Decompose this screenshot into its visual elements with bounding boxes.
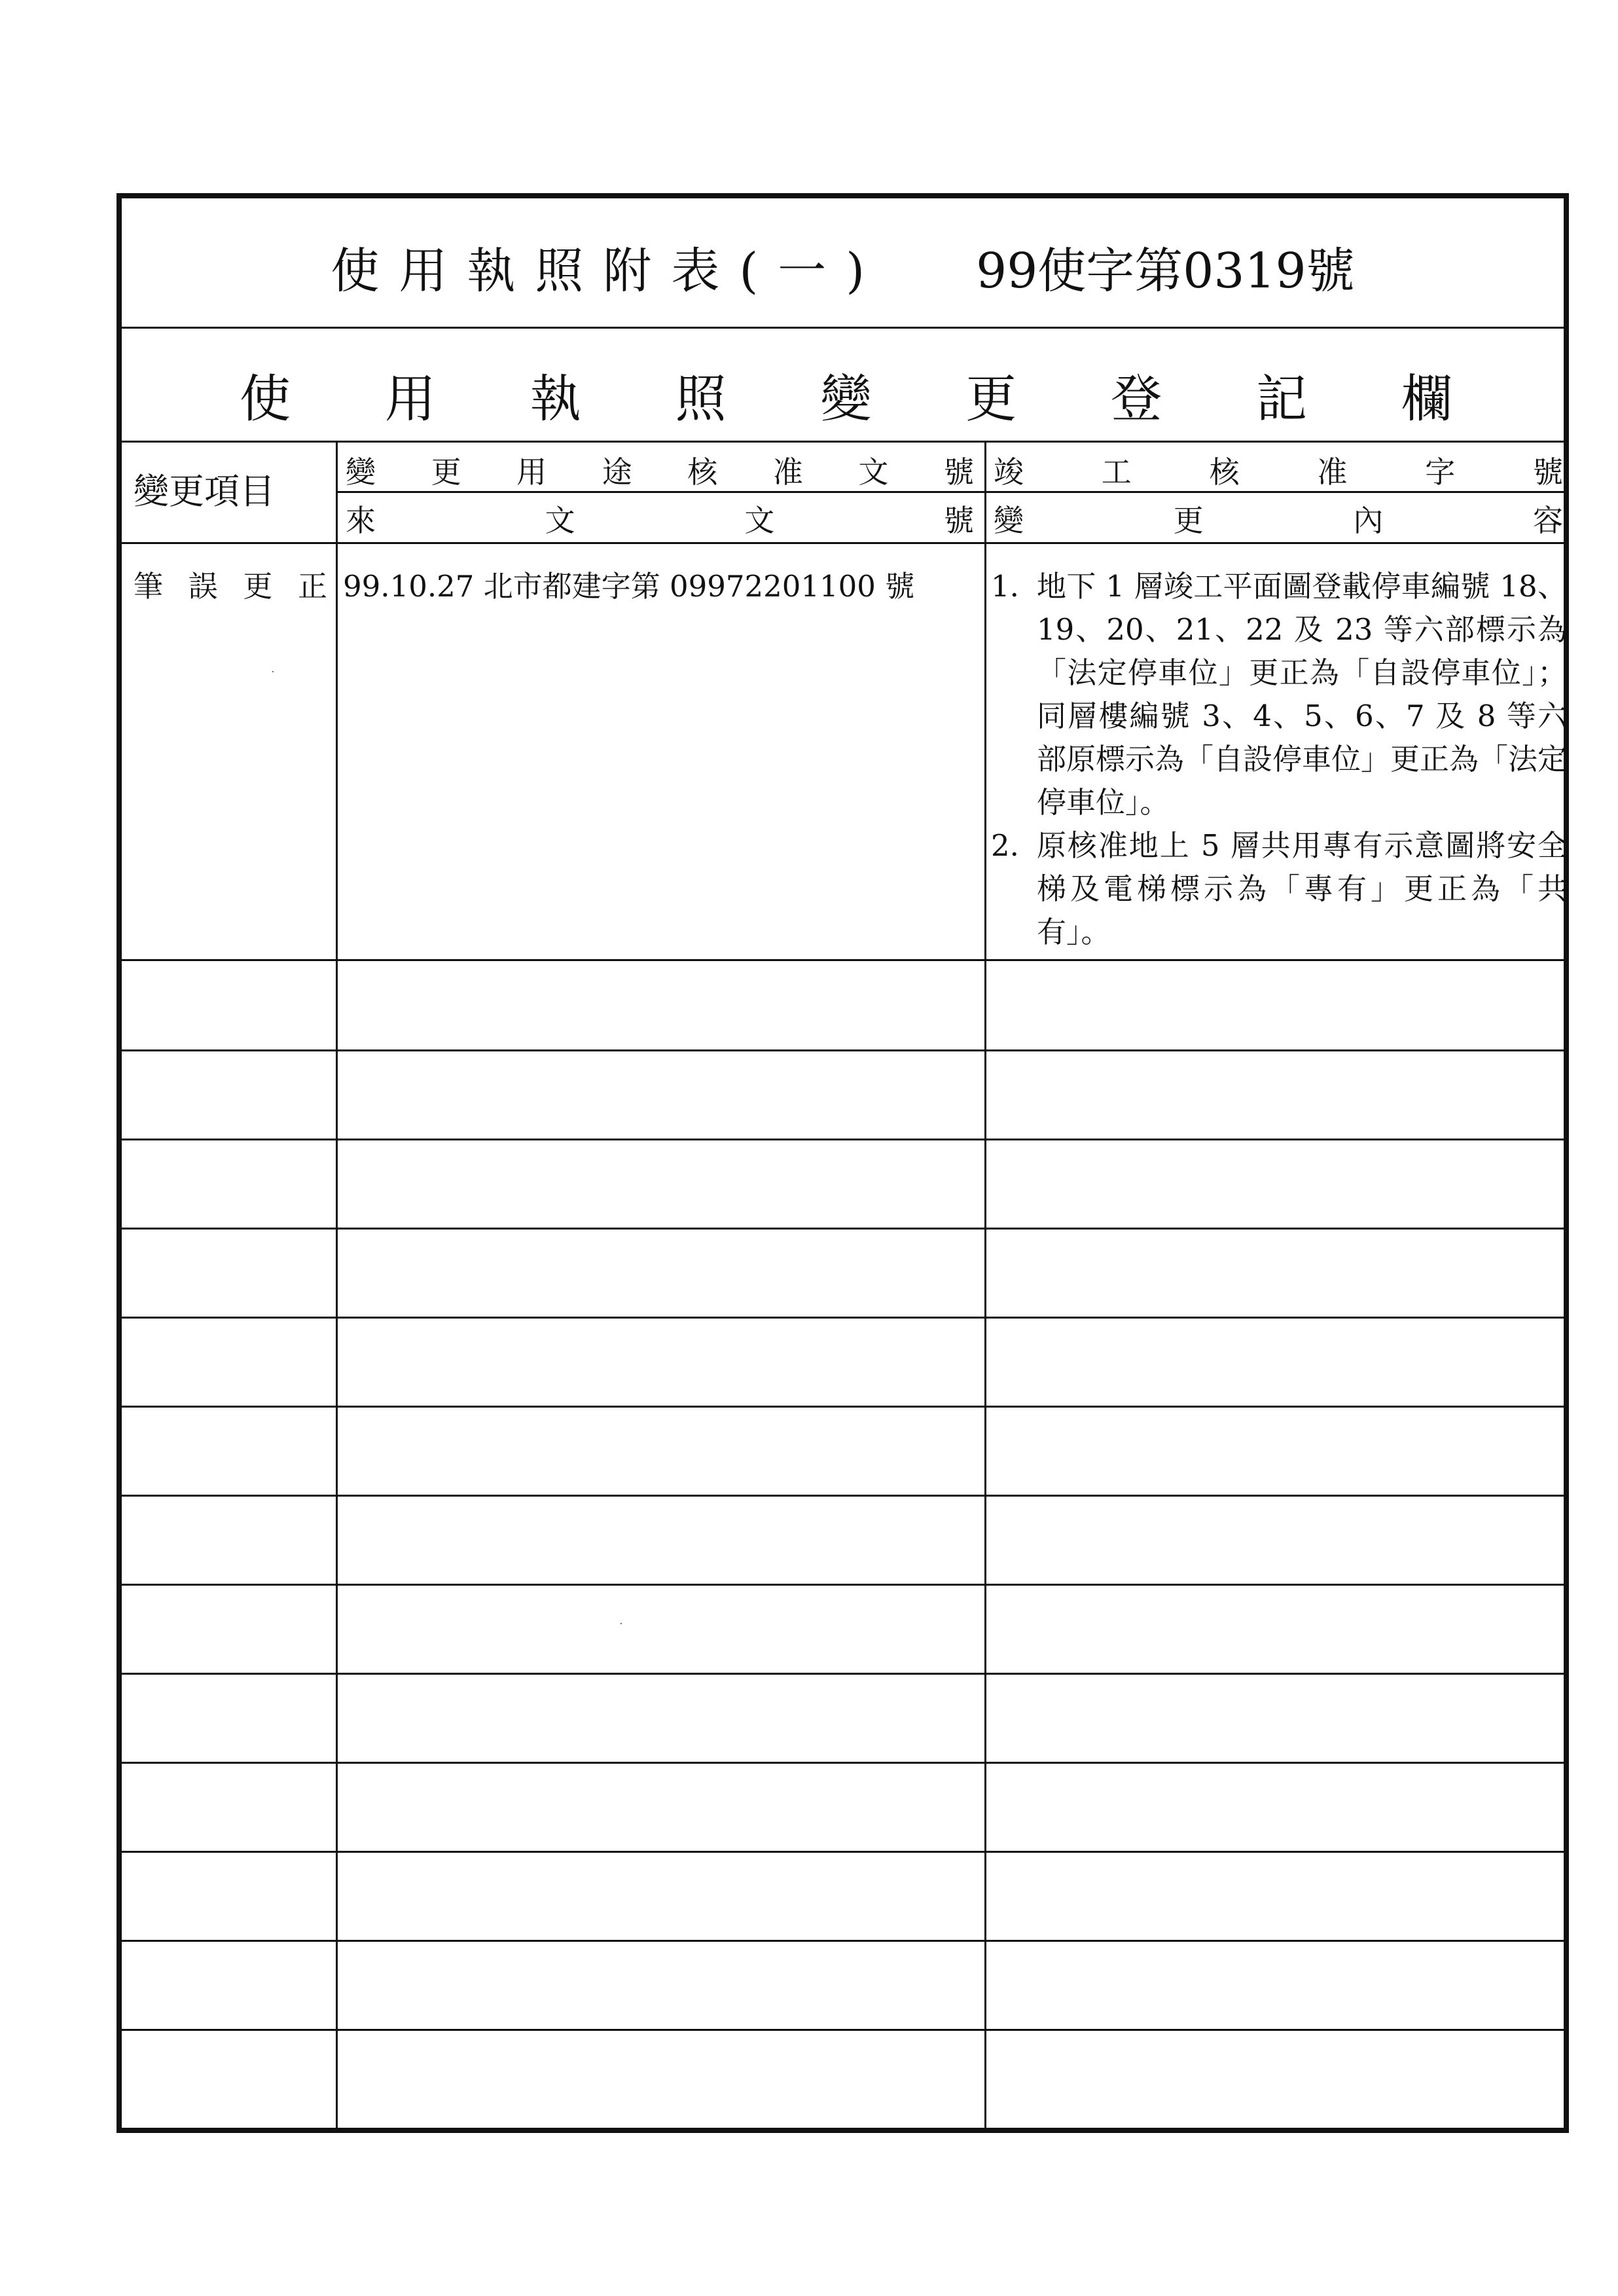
spread-character: 竣	[994, 454, 1024, 490]
spread-character: 工	[1101, 454, 1132, 490]
column-divider	[336, 441, 338, 2128]
row-item	[134, 565, 327, 608]
spread-character: 核	[687, 454, 718, 490]
spread-character: 核	[1209, 454, 1240, 490]
header-use-approval-no	[346, 452, 974, 492]
license-appendix-form	[117, 193, 1569, 2133]
row-rule	[122, 1673, 1564, 1675]
spread-character: 文	[858, 454, 889, 490]
row-incoming-no: 99.10.27 北市都建字第 09972201100 號	[343, 569, 915, 604]
spread-character: 號	[943, 454, 974, 490]
subtitle-character: 執	[530, 370, 581, 429]
header-change-item: 變更項目	[134, 471, 275, 512]
list-number: 2.	[991, 828, 1019, 863]
row-rule	[122, 959, 1564, 961]
spread-character: 文	[545, 503, 575, 538]
row-rule	[122, 1139, 1564, 1140]
header-incoming-no	[346, 501, 974, 540]
list-item	[991, 824, 1567, 954]
spread-character: 更	[243, 569, 273, 604]
subtitle-character: 更	[965, 370, 1017, 429]
row-rule	[122, 1317, 1564, 1319]
row-rule	[122, 1228, 1564, 1230]
spread-character: 來	[346, 503, 376, 538]
row-rule	[122, 1940, 1564, 1942]
row-rule	[122, 1762, 1564, 1764]
header-bottom-rule	[122, 542, 1564, 544]
spread-character: 誤	[188, 569, 218, 604]
list-number: 1.	[991, 569, 1019, 604]
scan-mark: ·	[271, 665, 275, 679]
spread-character: 准	[1317, 454, 1348, 490]
row-change-content	[991, 565, 1567, 954]
row-rule	[122, 2029, 1564, 2031]
title-row	[122, 198, 1564, 329]
list-text: 地下 1 層竣工平面圖登載停車編號 18、19、20、21、22 及 23 等六部標示為「法定停車位」更正為「自設停車位」；同層樓編號 3、4、5、6、7 及 8 等六部原標示為「自設停車位」更正為「法定停車位」。	[1037, 569, 1568, 820]
spread-character: 容	[1532, 503, 1563, 538]
spread-character: 更	[1173, 503, 1204, 538]
scan-mark: ·	[619, 1617, 623, 1631]
header-completion-no	[994, 452, 1563, 492]
spread-character: 用	[516, 454, 547, 490]
subtitle-character: 變	[820, 370, 872, 429]
subtitle-character: 記	[1256, 370, 1308, 429]
header-change-content	[994, 501, 1563, 540]
spread-character: 准	[772, 454, 803, 490]
list-item	[991, 565, 1567, 824]
license-number: 99使字第0319號	[976, 243, 1355, 299]
subtitle-character: 用	[384, 370, 436, 429]
spread-character: 筆	[134, 569, 164, 604]
row-rule	[122, 1851, 1564, 1853]
spread-character: 內	[1353, 503, 1384, 538]
subtitle-character: 欄	[1401, 370, 1452, 429]
column-divider	[984, 441, 986, 2128]
subtitle-row	[122, 327, 1564, 443]
subtitle-character: 照	[675, 370, 727, 429]
subtitle-character: 登	[1111, 370, 1162, 429]
row-rule	[122, 1495, 1564, 1497]
row-rule	[122, 1049, 1564, 1051]
spread-character: 字	[1425, 454, 1456, 490]
spread-character: 更	[431, 454, 461, 490]
spread-character: 正	[297, 569, 327, 604]
spread-character: 變	[346, 454, 376, 490]
row-rule	[122, 1584, 1564, 1586]
spread-character: 變	[994, 503, 1024, 538]
row-rule	[122, 1406, 1564, 1408]
spread-character: 途	[602, 454, 632, 490]
section-title	[240, 358, 1452, 431]
spread-character: 號	[1532, 454, 1563, 490]
subtitle-character: 使	[240, 370, 291, 429]
list-text: 原核准地上 5 層共用專有示意圖將安全梯及電梯標示為「專有」更正為「共有」。	[1037, 828, 1567, 949]
spread-character: 文	[744, 503, 775, 538]
spread-character: 號	[943, 503, 974, 538]
form-title: 使用執照附表(一)	[331, 243, 885, 299]
